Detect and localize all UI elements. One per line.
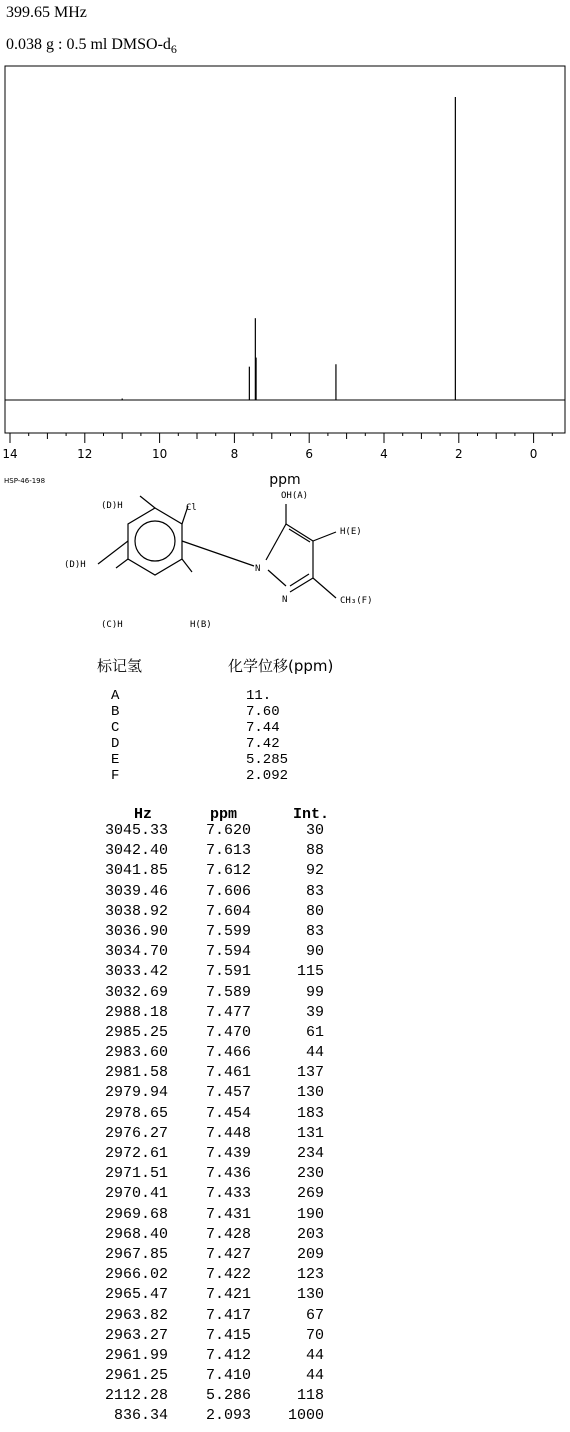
peak-intensity: 83 <box>305 922 324 940</box>
peak-hz: 3038.92 <box>104 902 168 920</box>
peak-ppm: 5.286 <box>205 1387 251 1405</box>
peak-ppm: 7.606 <box>205 882 251 900</box>
peak-hz: 2981.58 <box>104 1064 168 1082</box>
assignment-shift: 11. <box>246 688 272 704</box>
x-tick-label: 8 <box>230 447 239 461</box>
peak-hz: 2969.68 <box>104 1205 168 1223</box>
x-axis-label: ppm <box>269 472 301 488</box>
atom-label-ch3-f: CH₃(F) <box>340 596 373 606</box>
atom-label-h-d-left: (D)H <box>64 560 86 570</box>
peak-row <box>0 1406 570 1426</box>
peak-ppm: 7.477 <box>205 1003 251 1021</box>
peak-intensity: 83 <box>305 882 324 900</box>
peak-hz: 3041.85 <box>104 862 168 880</box>
header-int: Int. <box>292 806 329 823</box>
peak-row <box>0 1346 570 1366</box>
peak-row <box>0 1063 570 1083</box>
peak-hz: 836.34 <box>113 1407 168 1425</box>
peak-row <box>0 983 570 1003</box>
peak-hz: 2983.60 <box>104 1044 168 1062</box>
peak-row <box>0 1205 570 1225</box>
peak-row <box>0 1104 570 1124</box>
peak-intensity: 44 <box>305 1346 324 1364</box>
molecule-bonds <box>98 496 336 598</box>
peak-ppm: 7.427 <box>205 1245 251 1263</box>
peak-ppm: 7.457 <box>205 1084 251 1102</box>
peak-ppm: 7.412 <box>205 1346 251 1364</box>
assignment-shift: 7.44 <box>246 720 280 736</box>
peak-hz: 3042.40 <box>104 842 168 860</box>
assignment-col-shift: 化学位移(ppm) <box>228 657 334 675</box>
peak-hz: 2970.41 <box>104 1185 168 1203</box>
peak-hz: 2961.25 <box>104 1367 168 1385</box>
peak-intensity: 131 <box>296 1124 324 1142</box>
peak-ppm: 7.431 <box>205 1205 251 1223</box>
peak-hz: 2967.85 <box>104 1245 168 1263</box>
peak-ppm: 7.448 <box>205 1124 251 1142</box>
peak-row <box>0 1326 570 1346</box>
assignment-shift: 2.092 <box>246 768 289 784</box>
assignment-shift: 7.42 <box>246 736 280 752</box>
peak-table-header <box>0 805 570 821</box>
x-tick-label: 14 <box>2 447 18 461</box>
atom-label-h-b: H(B) <box>190 620 212 630</box>
assignment-table <box>0 688 570 784</box>
plot-frame <box>5 66 565 433</box>
peak-ppm: 7.428 <box>205 1225 251 1243</box>
peak-intensity: 118 <box>296 1387 324 1405</box>
peak-row <box>0 1285 570 1305</box>
peak-ppm: 7.421 <box>205 1286 251 1304</box>
peak-hz: 2965.47 <box>104 1286 168 1304</box>
assignment-col-label: 标记氢 <box>97 657 143 675</box>
spectrum-peaks <box>122 97 455 400</box>
peak-intensity: 130 <box>296 1286 324 1304</box>
peak-row <box>0 1184 570 1204</box>
peak-row <box>0 1245 570 1265</box>
peak-ppm: 7.417 <box>205 1306 251 1324</box>
peak-row <box>0 1043 570 1063</box>
peak-row <box>0 942 570 962</box>
atom-label-n2: N <box>282 595 288 605</box>
peak-row <box>0 882 570 902</box>
peak-hz: 3033.42 <box>104 963 168 981</box>
header-hz: Hz <box>133 806 152 823</box>
peak-intensity: 137 <box>296 1064 324 1082</box>
peak-intensity: 230 <box>296 1165 324 1183</box>
peak-row <box>0 861 570 881</box>
peak-ppm: 7.612 <box>205 862 251 880</box>
peak-intensity: 123 <box>296 1266 324 1284</box>
peak-hz: 3032.69 <box>104 983 168 1001</box>
peak-row <box>0 1164 570 1184</box>
peak-hz: 2112.28 <box>104 1387 168 1405</box>
spectrometer-frequency: 399.65 MHz <box>6 4 87 21</box>
peak-row <box>0 1083 570 1103</box>
peak-ppm: 7.415 <box>205 1326 251 1344</box>
peak-ppm: 2.093 <box>205 1407 251 1425</box>
atom-label-n1: N <box>255 564 261 574</box>
atom-label-h-d-top: (D)H <box>101 501 123 511</box>
atom-label-cl: Cl <box>186 503 197 513</box>
peak-intensity: 234 <box>296 1145 324 1162</box>
nmr-spectrum-chart <box>0 64 570 494</box>
peak-intensity: 130 <box>296 1084 324 1102</box>
peak-intensity: 209 <box>296 1245 324 1263</box>
peak-ppm: 7.604 <box>205 902 251 920</box>
x-tick-label: 6 <box>305 447 314 461</box>
peak-intensity: 115 <box>296 963 324 981</box>
atom-label-h-c: (C)H <box>101 620 123 630</box>
peak-hz: 2978.65 <box>104 1104 168 1122</box>
peak-hz: 2963.27 <box>104 1326 168 1344</box>
peak-ppm: 7.410 <box>205 1367 251 1385</box>
assignment-label: C <box>111 720 120 736</box>
assignment-row <box>0 704 570 720</box>
x-tick-label: 4 <box>380 447 388 461</box>
peak-hz: 2971.51 <box>104 1165 168 1183</box>
assignment-label: A <box>111 688 120 704</box>
x-tick-label: 10 <box>151 447 168 461</box>
peak-intensity: 183 <box>296 1104 324 1122</box>
peak-hz: 2988.18 <box>104 1003 168 1021</box>
peak-row <box>0 922 570 942</box>
peak-intensity: 70 <box>305 1326 324 1344</box>
peak-hz: 2979.94 <box>104 1084 168 1102</box>
peak-ppm: 7.470 <box>205 1023 251 1041</box>
peak-rows <box>0 821 570 1427</box>
peak-hz: 2972.61 <box>104 1145 168 1162</box>
peak-ppm: 7.620 <box>205 822 251 839</box>
peak-intensity: 80 <box>305 902 324 920</box>
peak-hz: 3045.33 <box>104 822 168 839</box>
peak-row <box>0 1023 570 1043</box>
peak-hz: 3039.46 <box>104 882 168 900</box>
x-tick-label: 12 <box>77 447 93 461</box>
x-axis <box>2 433 552 461</box>
peak-hz: 3036.90 <box>104 922 168 940</box>
assignment-label: B <box>111 704 120 720</box>
peak-intensity: 1000 <box>287 1407 324 1425</box>
assignment-shift: 7.60 <box>246 704 280 720</box>
peak-row <box>0 902 570 922</box>
peak-row <box>0 1144 570 1164</box>
peak-intensity: 99 <box>305 983 324 1001</box>
assignment-label: F <box>111 768 120 784</box>
atom-label-oh-a: OH(A) <box>281 491 309 501</box>
peak-intensity: 44 <box>305 1044 324 1062</box>
peak-ppm: 7.466 <box>205 1044 251 1062</box>
peak-hz: 2963.82 <box>104 1306 168 1324</box>
peak-intensity: 67 <box>305 1306 324 1324</box>
assignment-row <box>0 688 570 704</box>
peak-ppm: 7.599 <box>205 922 251 940</box>
peak-intensity: 92 <box>305 862 324 880</box>
peak-ppm: 7.436 <box>205 1165 251 1183</box>
peak-row <box>0 1225 570 1245</box>
peak-hz: 2961.99 <box>104 1346 168 1364</box>
sample-text: 0.038 g : 0.5 ml DMSO-d <box>6 36 171 53</box>
peak-intensity: 90 <box>305 943 324 961</box>
sample-subscript: 6 <box>170 42 177 57</box>
header-ppm: ppm <box>209 806 237 823</box>
peak-hz: 2968.40 <box>104 1225 168 1243</box>
peak-intensity: 39 <box>305 1003 324 1021</box>
assignment-shift: 5.285 <box>246 752 289 768</box>
peak-row <box>0 1306 570 1326</box>
assignment-row <box>0 752 570 768</box>
peak-ppm: 7.439 <box>205 1145 251 1162</box>
x-tick-label: 0 <box>529 447 538 461</box>
peak-row <box>0 1003 570 1023</box>
sample-description <box>6 36 177 58</box>
peak-intensity: 203 <box>296 1225 324 1243</box>
assignment-row <box>0 736 570 752</box>
peak-row <box>0 841 570 861</box>
peak-hz: 2976.27 <box>104 1124 168 1142</box>
peak-row <box>0 821 570 841</box>
peak-row <box>0 1366 570 1386</box>
atom-label-h-e: H(E) <box>340 527 362 537</box>
assignment-row <box>0 768 570 784</box>
peak-list-table <box>0 805 570 1427</box>
peak-intensity: 61 <box>305 1023 324 1041</box>
sample-code: HSP-46-198 <box>4 477 46 485</box>
peak-intensity: 44 <box>305 1367 324 1385</box>
peak-ppm: 7.589 <box>205 983 251 1001</box>
peak-intensity: 269 <box>296 1185 324 1203</box>
peak-ppm: 7.433 <box>205 1185 251 1203</box>
peak-ppm: 7.422 <box>205 1266 251 1284</box>
peak-hz: 3034.70 <box>104 943 168 961</box>
peak-hz: 2985.25 <box>104 1023 168 1041</box>
peak-ppm: 7.613 <box>205 842 251 860</box>
peak-hz: 2966.02 <box>104 1266 168 1284</box>
peak-row <box>0 1124 570 1144</box>
assignment-label: D <box>111 736 120 752</box>
x-tick-label: 2 <box>454 447 463 461</box>
peak-intensity: 88 <box>305 842 324 860</box>
molecule-structure <box>0 480 570 640</box>
peak-row <box>0 1386 570 1406</box>
peak-ppm: 7.454 <box>205 1104 251 1122</box>
assignment-label: E <box>111 752 120 768</box>
peak-intensity: 190 <box>296 1205 324 1223</box>
assignment-row <box>0 720 570 736</box>
peak-row <box>0 962 570 982</box>
peak-row <box>0 1265 570 1285</box>
peak-ppm: 7.461 <box>205 1064 251 1082</box>
peak-ppm: 7.594 <box>205 943 251 961</box>
peak-intensity: 30 <box>305 822 324 839</box>
peak-ppm: 7.591 <box>205 963 251 981</box>
